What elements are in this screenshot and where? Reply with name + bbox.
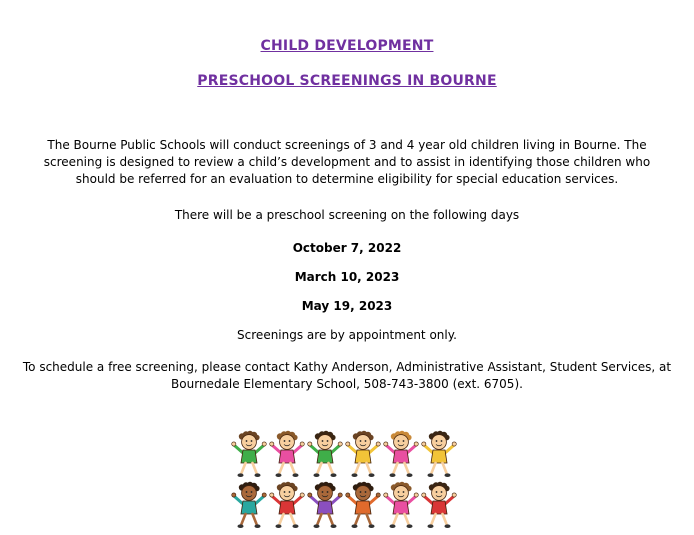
- schedule-intro: There will be a preschool screening on the following days: [174, 208, 520, 223]
- appointment-note: Screenings are by appointment only.: [237, 328, 457, 343]
- screening-date-1: October 7, 2022: [292, 241, 402, 256]
- dancing-children-clipart: [227, 429, 467, 531]
- screening-date-3: May 19, 2023: [301, 299, 393, 314]
- page-title-preschool-screenings: PRESCHOOL SCREENINGS IN BOURNE: [197, 73, 497, 89]
- screening-date-2: March 10, 2023: [294, 270, 400, 285]
- contact-paragraph: To schedule a free screening, please contact Kathy Anderson, Administrative Assistant, Student Services, at Bournedale Elementary School, 508-743-3800 (ext. 6705).: [22, 359, 672, 391]
- clipart-container: [0, 429, 694, 535]
- page-title-child-development: CHILD DEVELOPMENT: [260, 38, 434, 54]
- intro-paragraph: The Bourne Public Schools will conduct screenings of 3 and 4 year old children living in Bourne. The screening is designed to review a child’s development and to assist in identifying those children who should be referred for an evaluation to determine eligibility for special education services.: [43, 138, 651, 186]
